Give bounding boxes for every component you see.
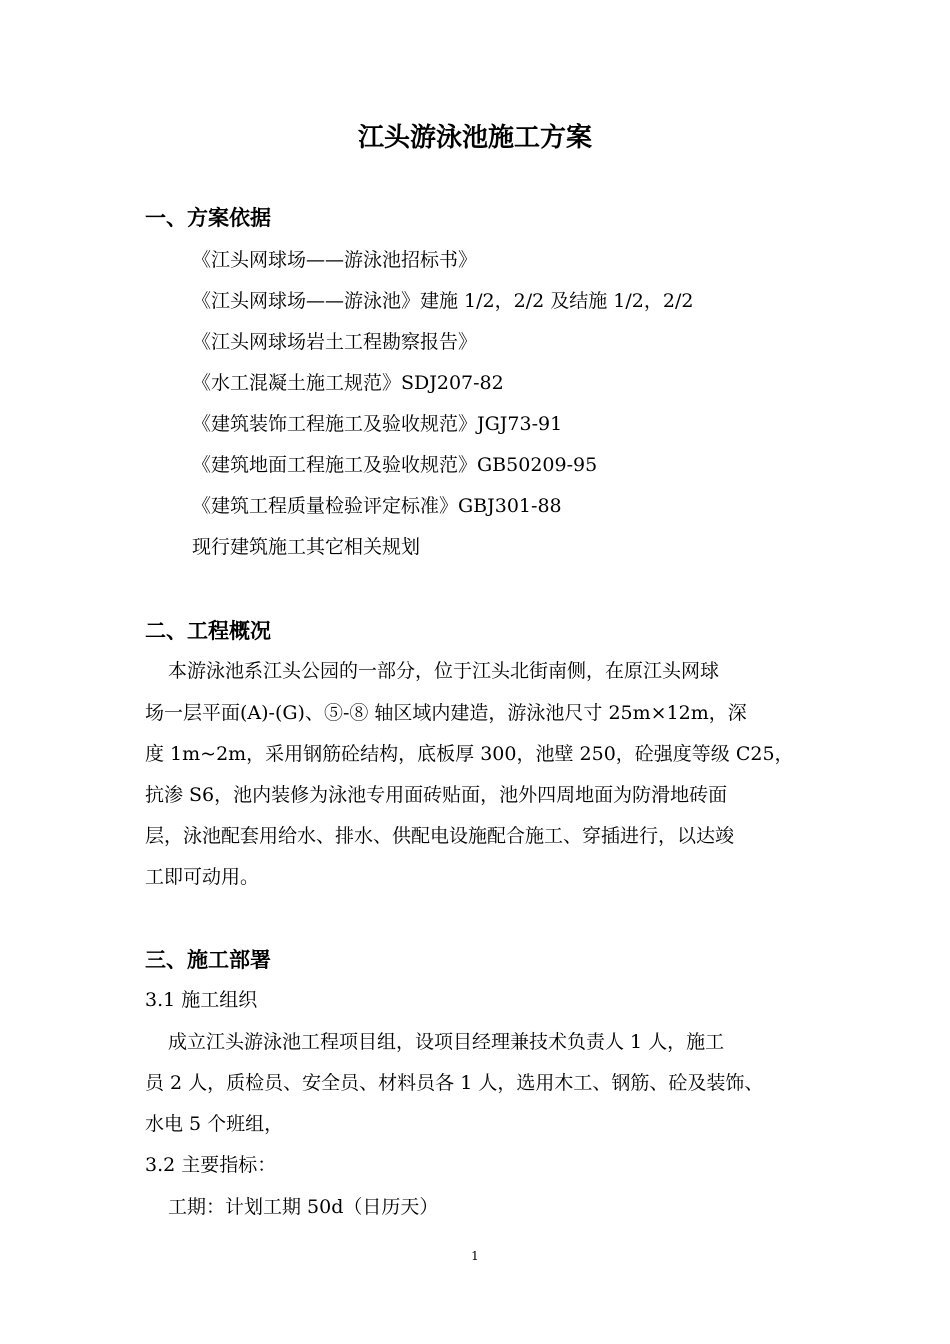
- section-heading-basis: 一、方案依据: [145, 206, 271, 230]
- paragraph-line: 本游泳池系江头公园的一部分，位于江头北街南侧，在原江头网球: [168, 660, 720, 682]
- reference-item: 《江头网球场——游泳池招标书》: [192, 249, 478, 271]
- reference-item: 《建筑地面工程施工及验收规范》GB50209-95: [192, 454, 598, 476]
- subsection-title-organization: 3.1 施工组织: [145, 989, 258, 1011]
- document-title: 江头游泳池施工方案: [357, 123, 592, 153]
- reference-item: 《水工混凝土施工规范》SDJ207-82: [192, 372, 504, 394]
- paragraph-line: 度 1m~2m，采用钢筋砼结构，底板厚 300，池壁 250，砼强度等级 C25，: [145, 743, 794, 765]
- reference-item: 现行建筑施工其它相关规划: [192, 536, 421, 558]
- paragraph-line: 抗渗 S6，池内装修为泳池专用面砖贴面，池外四周地面为防滑地砖面: [145, 784, 728, 806]
- paragraph-line: 工即可动用。: [145, 866, 260, 888]
- subsection-title-indicators: 3.2 主要指标：: [145, 1154, 277, 1176]
- paragraph-line: 水电 5 个班组，: [145, 1113, 284, 1135]
- reference-item: 《建筑装饰工程施工及验收规范》JGJ73-91: [192, 413, 563, 435]
- paragraph-line: 员 2 人，质检员、安全员、材料员各 1 人，选用木工、钢筋、砼及装饰、: [145, 1072, 764, 1094]
- reference-item: 《建筑工程质量检验评定标准》GBJ301-88: [192, 495, 562, 517]
- paragraph-line: 工期：计划工期 50d（日历天）: [168, 1196, 439, 1218]
- paragraph-line: 成立江头游泳池工程项目组，设项目经理兼技术负责人 1 人，施工: [168, 1031, 725, 1053]
- page-number: 1: [471, 1249, 479, 1263]
- reference-item: 《江头网球场——游泳池》建施 1/2，2/2 及结施 1/2，2/2: [192, 290, 694, 312]
- paragraph-line: 层，泳池配套用给水、排水、供配电设施配合施工、穿插进行，以达竣: [145, 825, 735, 847]
- paragraph-line: 场一层平面(A)-(G)、⑤-⑧ 轴区域内建造，游泳池尺寸 25m×12m，深: [145, 702, 747, 724]
- section-heading-deployment: 三、施工部署: [145, 948, 271, 972]
- section-heading-overview: 二、工程概况: [145, 619, 271, 643]
- reference-item: 《江头网球场岩土工程勘察报告》: [192, 331, 478, 353]
